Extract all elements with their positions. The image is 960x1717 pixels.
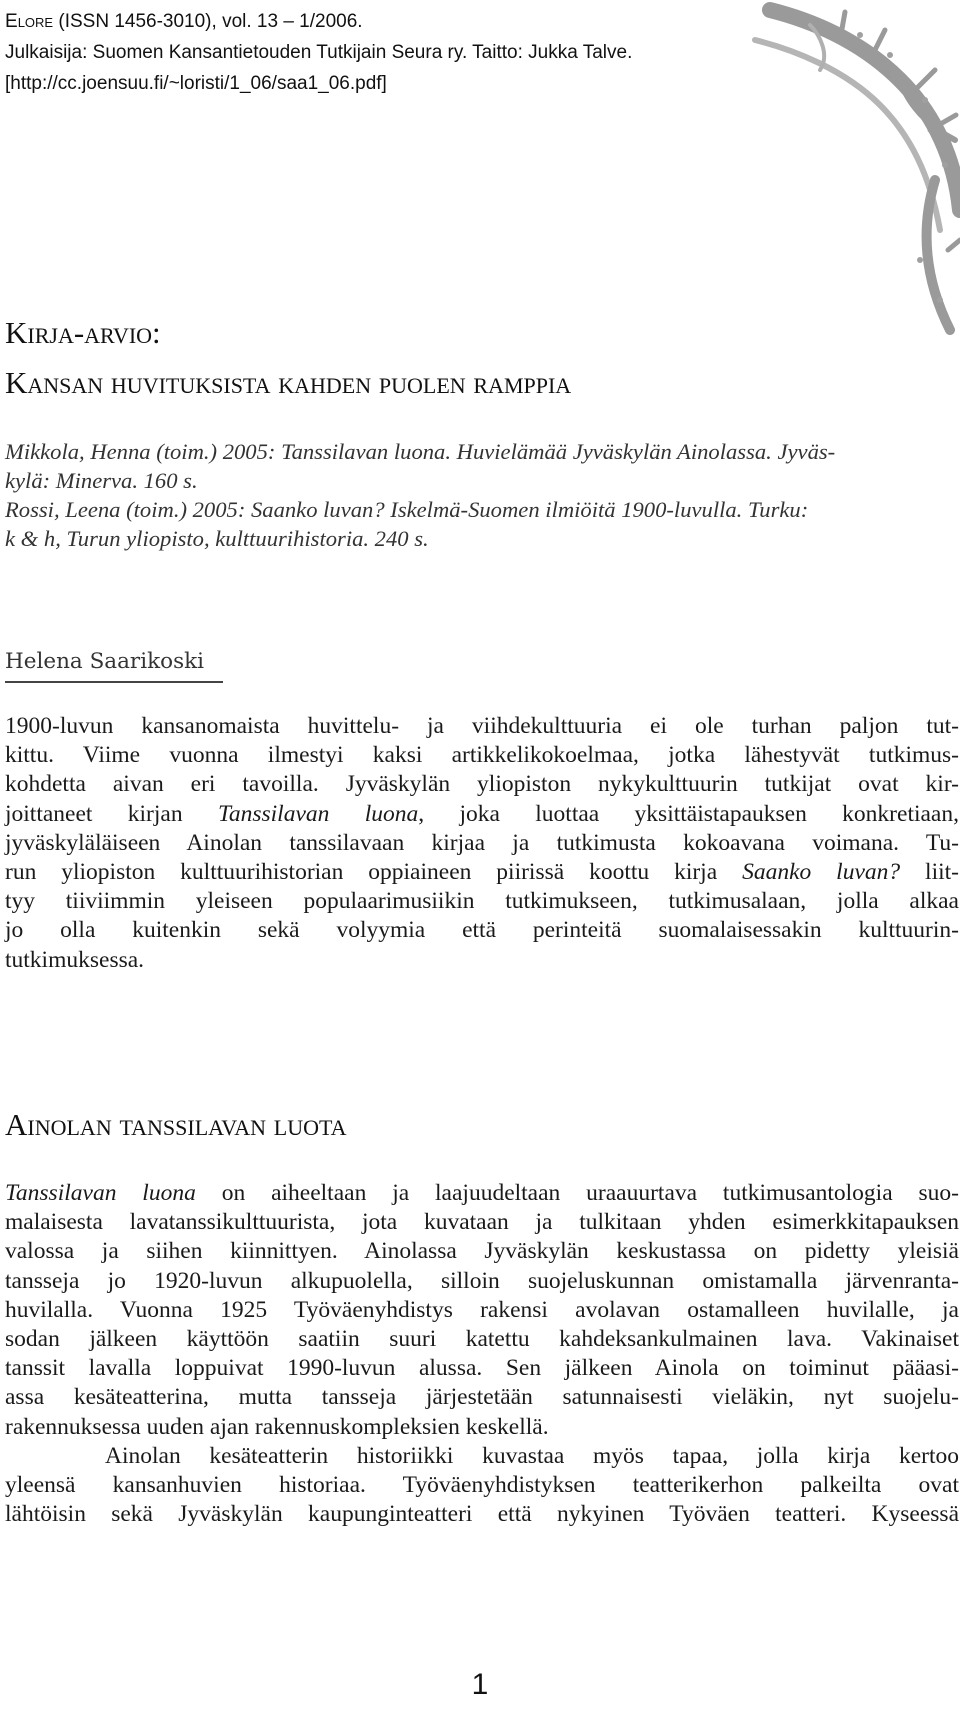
text-line: tyy tiiviimmin yleiseen populaarimusiikin tutkimukseen, tutkimusalaan, jolla alkaa [5,888,959,915]
text-run: , joka luottaa yksittäistapauksen konkretiaan, [418,800,959,827]
author-name: Helena Saarikoski [5,649,205,674]
text-line [5,800,959,829]
issn-line [5,6,632,37]
text-line: assa kesäteatterina, mutta tansseja järjestetään satunnaisesti vieläkin, nyt suojelu- [5,1384,959,1411]
section-paragraph [5,1179,959,1529]
journal-name-cap: E [5,11,18,32]
book-title-italic: Tanssilavan luona [217,800,419,827]
article-title [5,308,571,408]
text-run: joittaneet kirjan [5,800,218,827]
title-line-2: Kansan huvituksista kahden puolen ramppia [5,365,572,400]
text-line: huvilalla. Vuonna 1925 Työväenyhdistys rakensi avolavan ostamalleen huvilalle, ja [5,1296,959,1323]
author-underline [5,681,223,683]
text-line: tanssit lavalla loppuivat 1990-luvun alussa. Sen jälkeen Ainola on toiminut pääasi- [5,1355,959,1382]
book-title-italic: Saanko luvan? [742,859,901,886]
publisher-line: Julkaisija: Suomen Kansantietouden Tutkijain Seura ry. Taitto: Jukka Talve. [5,42,633,63]
reference-line: Rossi, Leena (toim.) 2005: Saanko luvan? Iskelmä-Suomen ilmiöitä 1900-luvulla. Turku: [5,497,809,522]
text-run: on aiheeltaan ja laajuudeltaan uraauurtava tutkimusantologia suo- [195,1180,959,1206]
book-title-italic: Tanssilavan luona [5,1180,196,1206]
text-line [5,858,959,887]
reference-line: kylä: Minerva. 160 s. [5,468,198,493]
intro-paragraph [5,712,959,975]
text-line: rakennuksessa uuden ajan rakennuskompleksien keskellä. [5,1413,549,1440]
folk-ornament-logo-icon [750,0,960,350]
reference-line: k & h, Turun yliopisto, kulttuurihistoria. 240 s. [5,526,429,551]
journal-header [5,6,632,99]
url-line[interactable]: [http://cc.joensuu.fi/~loristi/1_06/saa1_06.pdf] [5,73,387,94]
reference-line: Mikkola, Henna (toim.) 2005: Tanssilavan luona. Huvielämää Jyväskylän Ainolassa. Jyväs- [5,439,836,464]
text-run: run yliopiston kulttuurihistorian oppiaineen piirissä koottu kirja [5,859,743,886]
text-line: malaisesta lavatanssikulttuurista, jota kuvataan ja tulkitaan yhden esimerkkitapauksen [5,1209,959,1236]
text-line: tansseja jo 1920-luvun alkupuolella, silloin suojeluskunnan omistamalla järvenranta- [5,1267,959,1294]
text-line: 1900-luvun kansanomaista huvittelu- ja viihdekulttuuria ei ole turhan paljon tut- [5,713,959,739]
title-line-1: Kirja-arvio: [5,315,161,350]
text-line: yleensä kansanhuvien historiaa. Työväenyhdistyksen teatterikerhon palkeilta ovat [5,1472,959,1499]
text-line: sodan jälkeen käyttöön saatiin suuri katettu kahdeksankulmainen lava. Vakinaiset [5,1326,959,1353]
text-line [5,1179,959,1208]
reviewed-books [5,437,960,553]
text-line: Ainolan kesäteatterin historiikki kuvastaa myös tapaa, jolla kirja kertoo [105,1442,959,1469]
section-heading: Ainolan tanssilavan luota [5,1107,347,1142]
text-line: tutkimuksessa. [5,946,145,973]
journal-name-rest: lore [17,11,54,32]
text-line: kohdetta aivan eri tavoilla. Jyväskylän yliopiston nykykulttuurin tutkijat ovat kir- [5,771,959,798]
text-line: jo olla kuitenkin sekä volyymia että perinteitä suomalaisessakin kulttuurin- [5,917,959,944]
issn-text: (ISSN 1456-3010), vol. 13 – 1/2006. [53,11,363,32]
text-run: liit- [900,859,960,886]
page-number: 1 [471,1668,489,1701]
text-line: jyväskyläläiseen Ainolan tanssilavaan kirjaa ja tutkimusta kokoavana voimana. Tu- [5,829,959,856]
text-line: lähtöisin sekä Jyväskylän kaupunginteatteri että nykyinen Työväen teatteri. Kyseessä [5,1501,959,1528]
text-line: valossa ja siihen kiinnittyen. Ainolassa Jyväskylän keskustassa on pidetty yleisiä [5,1238,959,1265]
text-line: kittu. Viime vuonna ilmestyi kaksi artikkelikokoelmaa, jotka lähestyvät tutkimus- [5,742,959,769]
